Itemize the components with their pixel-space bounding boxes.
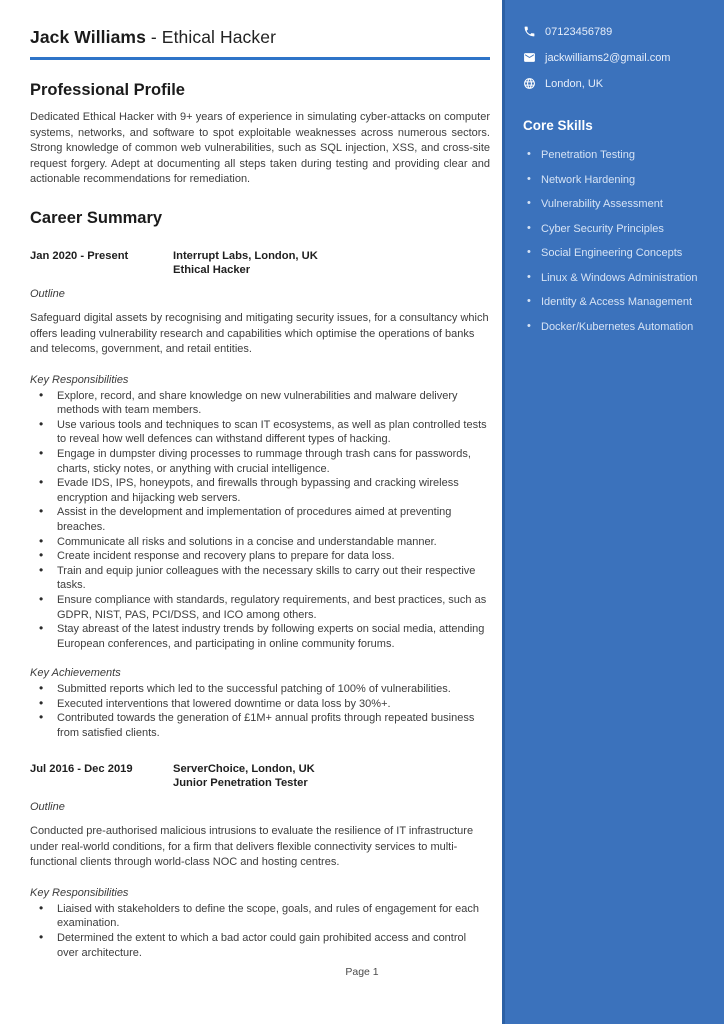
contact-list [523,25,712,90]
job-header [30,249,490,279]
main-column [30,0,490,960]
job-header [30,762,490,792]
contact-location [523,77,712,90]
sidebar [502,0,724,1024]
responsibilities-label: Key Responsibilities [30,886,129,899]
job-outline: Safeguard digital assets by recognising and mitigating security issues, for a consultancy which offers leading vulnerability research and capabilities which optimise the operations of banks and telecoms, government, and retail entities. [30,312,489,356]
job-company: Interrupt Labs, London, UK [173,249,318,262]
outline-label: Outline [30,288,65,301]
career-section-heading: Career Summary [30,208,163,227]
bullet-item: • Social Engineering Concepts [527,246,712,260]
bullet-item: • Liaised with stakeholders to define the scope, goals, and rules of engagement for each examination. [30,902,490,931]
core-skills-heading: Core Skills [523,118,593,133]
bullet-item: • Penetration Testing [527,148,712,162]
bullet-item: • Use various tools and techniques to scan IT ecosystems, as well as plan controlled tests to reveal how well defences can withstand different types of hacking. [30,418,490,447]
profile-section-heading: Professional Profile [30,81,185,99]
contact-phone [523,25,712,38]
bullet-item: • Docker/Kubernetes Automation [527,320,712,334]
bullet-item: • Explore, record, and share knowledge on new vulnerabilities and malware delivery methods with team members. [30,389,490,418]
candidate-job-title: - Ethical Hacker [150,27,277,47]
bullet-item: • Contributed towards the generation of £1M+ annual profits through repeated business from satisfied clients. [30,711,490,740]
page-title [30,27,490,47]
responsibilities-list [30,902,490,960]
outline-label: Outline [30,801,65,814]
bullet-item: • Executed interventions that lowered downtime or data loss by 30%+. [30,697,490,712]
profile-text: Dedicated Ethical Hacker with 9+ years of experience in simulating cyber-attacks on computer systems, networks, and software to spot exploitable weaknesses across numerous sectors. Strong knowledge of common web vulnerabilities, such as SQL injection, XSS, and cross-site request forgery. Adept at documenting all steps taken during testing and providing clear and actionable recommendations for remediation. [30,111,490,185]
job-dates: Jan 2020 - Present [30,249,129,262]
bullet-item: • Determined the extent to which a bad actor could gain prohibited access and control over architecture. [30,931,490,960]
contact-email [523,51,712,64]
job-title: Ethical Hacker [173,264,251,277]
bullet-item: • Stay abreast of the latest industry trends by following experts on social media, attending European conferences, and participating in online community forums. [30,622,490,651]
job-company-title [173,249,490,279]
candidate-name: Jack Williams [30,27,146,47]
bullet-item: • Linux & Windows Administration [527,271,712,285]
bullet-item: • Ensure compliance with standards, regulatory requirements, and best practices, such as GDPR, NIST, PAS, PCI/DSS, and ICO among others. [30,593,490,622]
job-company-title [173,762,490,792]
achievements-list [30,682,490,740]
email-icon [523,51,536,64]
job-title: Junior Penetration Tester [173,777,308,790]
job-company: ServerChoice, London, UK [173,762,315,775]
responsibilities-label: Key Responsibilities [30,373,129,386]
bullet-item: • Identity & Access Management [527,295,712,309]
responsibilities-list [30,389,490,652]
bullet-item: • Communicate all risks and solutions in a concise and understandable manner. [30,535,490,550]
bullet-item: • Network Hardening [527,173,712,187]
achievements-label: Key Achievements [30,667,121,680]
page-number: Page 1 [345,966,379,978]
bullet-item: • Vulnerability Assessment [527,197,712,211]
bullet-item: • Evade IDS, IPS, honeypots, and firewalls through bypassing and cracking wireless encryption and hijacking web servers. [30,476,490,505]
bullet-item: • Engage in dumpster diving processes to rummage through trash cans for passwords, charts, sticky notes, or anything with crucial intelligence. [30,447,490,476]
bullet-item: • Cyber Security Principles [527,222,712,236]
phone-icon [523,25,536,38]
header-divider [30,57,490,60]
job-outline: Conducted pre-authorised malicious intrusions to evaluate the resilience of IT infrastructure under real-world conditions, for a firm that delivers flexible connectivity services to multi-functional clients through world-class NOC and hosting centres. [30,825,474,869]
job-dates: Jul 2016 - Dec 2019 [30,762,133,775]
contact-email-text: jackwilliams2@gmail.com [545,51,671,64]
contact-location-text: London, UK [545,77,604,90]
bullet-item: • Train and equip junior colleagues with the necessary skills to carry out their respective tasks. [30,564,490,593]
globe-icon [523,77,536,90]
contact-phone-text: 07123456789 [545,25,613,38]
bullet-item: • Submitted reports which led to the successful patching of 100% of vulnerabilities. [30,682,490,697]
bullet-item: • Assist in the development and implementation of procedures aimed at preventing breaches. [30,505,490,534]
bullet-item: • Create incident response and recovery plans to prepare for data loss. [30,549,490,564]
core-skills-list [527,148,712,334]
